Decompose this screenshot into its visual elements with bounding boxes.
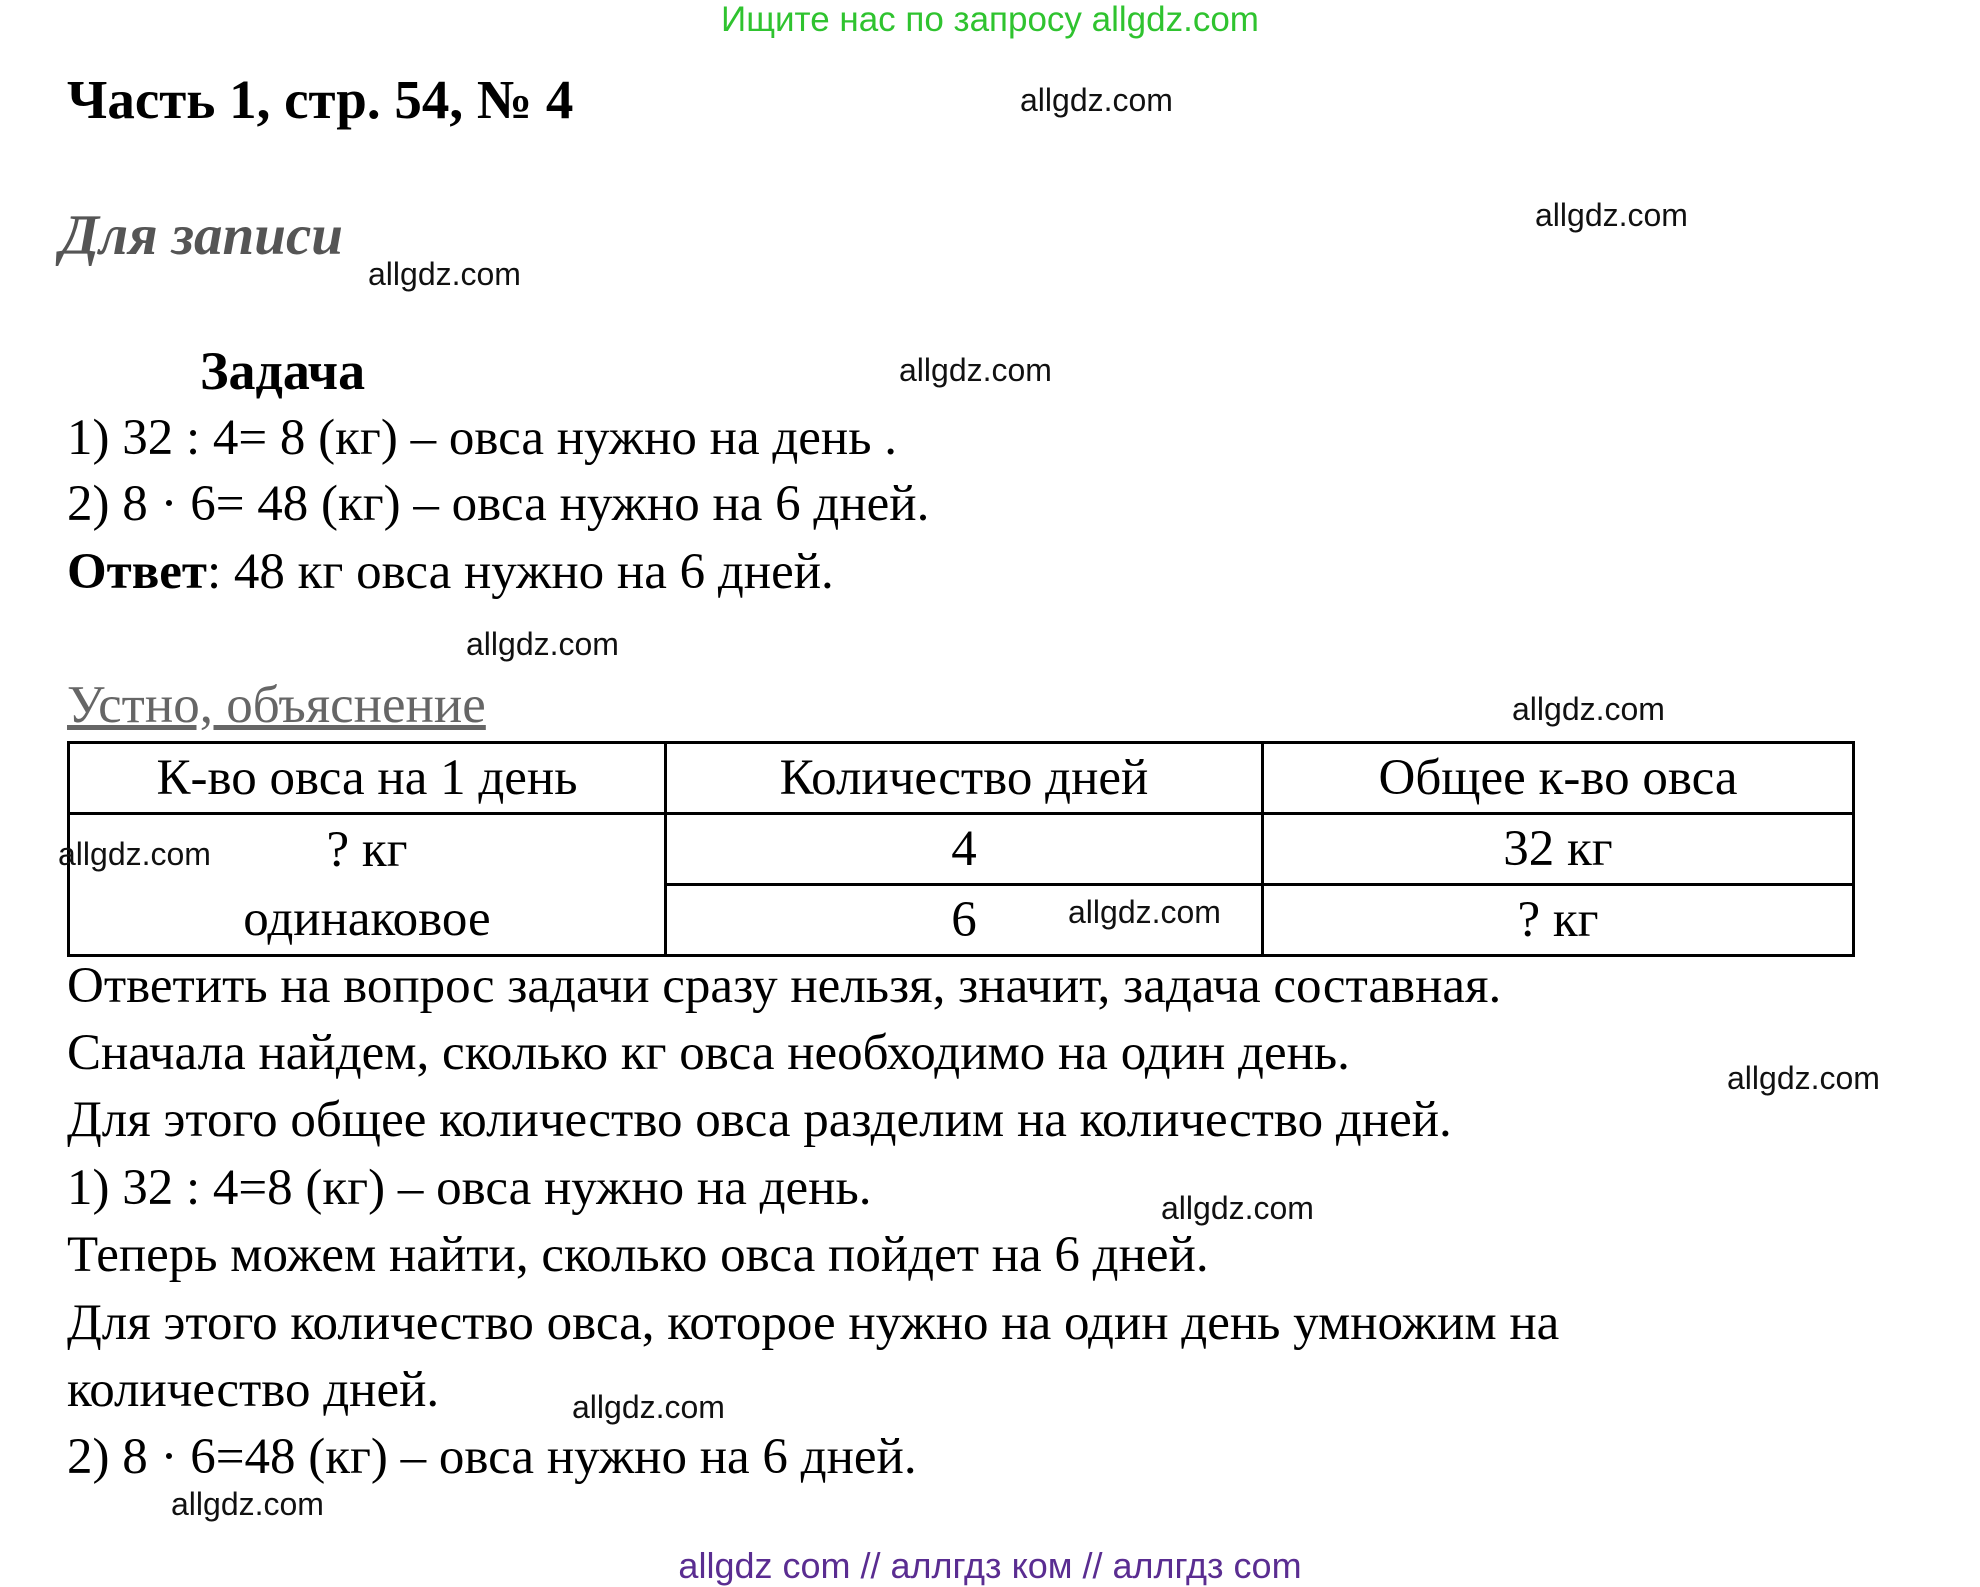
table-header-row <box>69 743 1854 814</box>
table-cell: ? кг <box>1263 885 1854 956</box>
explanation-line: Сначала найдем, сколько кг овса необходимо на один день. <box>67 1025 1350 1081</box>
explanation-line: количество дней. <box>67 1362 440 1418</box>
task-heading: Задача <box>200 341 366 401</box>
table-cell: 6 <box>666 885 1263 956</box>
watermark: allgdz.com <box>171 1486 324 1522</box>
answer-label: Ответ <box>67 544 207 600</box>
table-row <box>69 885 1854 956</box>
watermark: allgdz.com <box>58 836 211 872</box>
watermark: allgdz.com <box>1535 197 1688 233</box>
watermark: allgdz.com <box>466 626 619 662</box>
watermark: allgdz.com <box>368 256 521 292</box>
table-header-cell: Количество дней <box>666 743 1263 814</box>
explanation-line: Для этого общее количество овса разделим на количество дней. <box>67 1092 1452 1148</box>
watermark: allgdz.com <box>1512 691 1665 727</box>
record-section-label: Для записи <box>60 204 343 267</box>
search-banner: Ищите нас по запросу allgdz.com <box>721 0 1259 39</box>
watermark: allgdz.com <box>572 1389 725 1425</box>
explanation-line: Для этого количество овса, которое нужно на один день умножим на <box>67 1295 1560 1351</box>
explanation-line: Ответить на вопрос задачи сразу нельзя, значит, задача составная. <box>67 958 1502 1014</box>
table-cell: 32 кг <box>1263 814 1854 885</box>
table-row <box>69 814 1854 885</box>
task-step-1: 1) 32 : 4= 8 (кг) – овса нужно на день . <box>67 410 897 466</box>
watermark: allgdz.com <box>1020 82 1173 118</box>
explanation-line: 2) 8 · 6=48 (кг) – овса нужно на 6 дней. <box>67 1429 917 1485</box>
task-step-2: 2) 8 · 6= 48 (кг) – овса нужно на 6 дней. <box>67 476 930 532</box>
task-answer <box>67 543 834 601</box>
table-cell: 4 <box>666 814 1263 885</box>
watermark: allgdz.com <box>899 352 1052 388</box>
watermark: allgdz.com <box>1068 894 1221 930</box>
oral-section-label: Устно, объяснение <box>67 676 486 734</box>
page-title: Часть 1, стр. 54, № 4 <box>67 69 574 130</box>
answer-text: : 48 кг овса нужно на 6 дней. <box>206 544 834 600</box>
watermark: allgdz.com <box>1727 1060 1880 1096</box>
table-cell: одинаковое <box>69 885 666 956</box>
explanation-line: Теперь можем найти, сколько овса пойдет на 6 дней. <box>67 1227 1209 1283</box>
table-cell: ? кг <box>69 814 666 885</box>
explanation-line: 1) 32 : 4=8 (кг) – овса нужно на день. <box>67 1160 872 1216</box>
table-header-cell: Общее к-во овса <box>1263 743 1854 814</box>
footer-links: allgdz com // аллгдз ком // аллгдз com <box>678 1545 1302 1586</box>
data-table <box>67 741 1855 957</box>
watermark: allgdz.com <box>1161 1190 1314 1226</box>
table-header-cell: К-во овса на 1 день <box>69 743 666 814</box>
